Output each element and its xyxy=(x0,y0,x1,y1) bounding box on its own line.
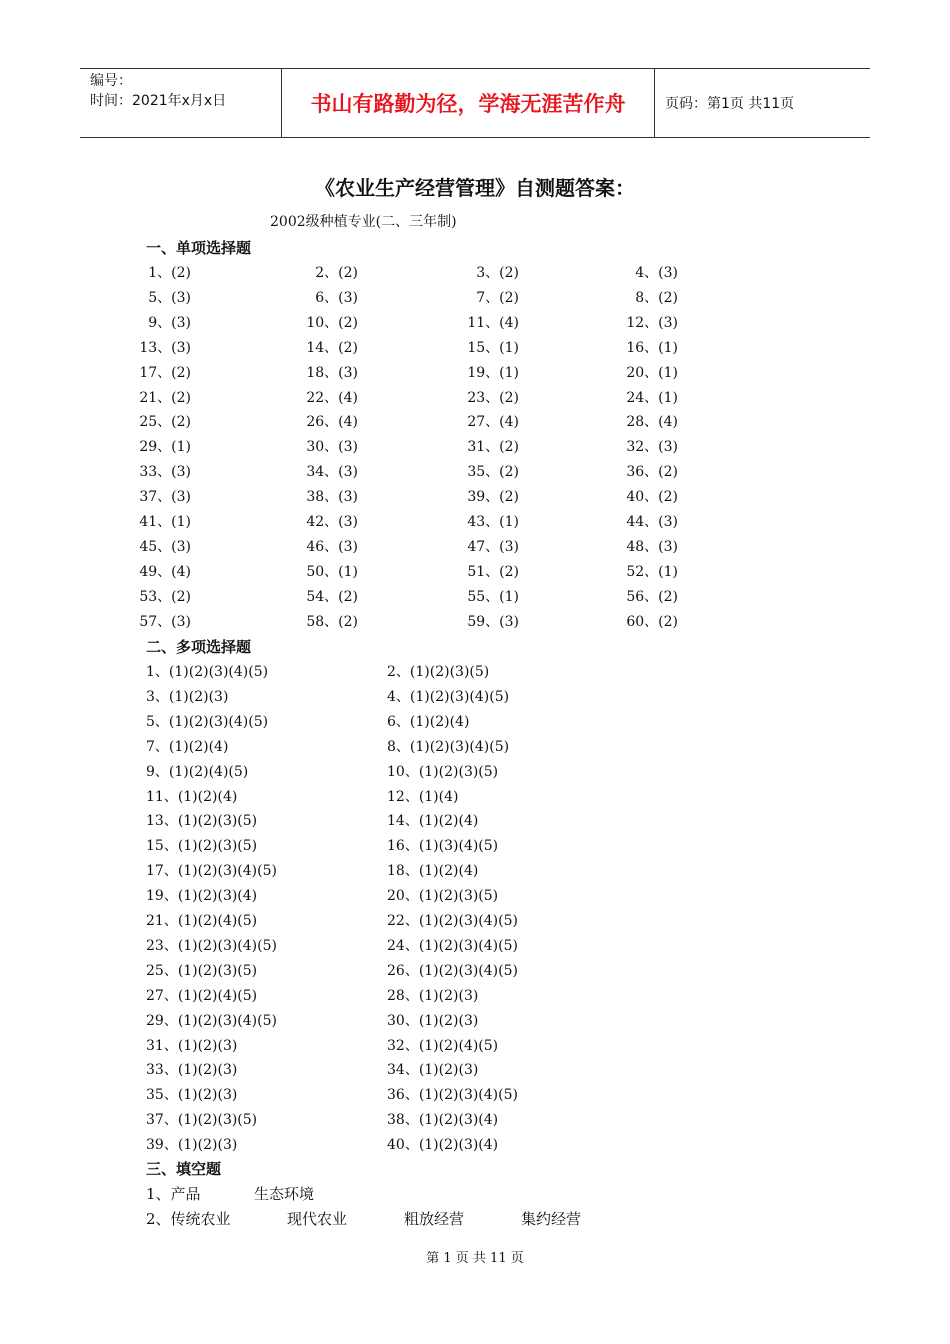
answer-item: 40、(1)(2)(3)(4) xyxy=(387,1137,499,1154)
answer-item: 15、(1)(2)(3)(5) xyxy=(146,838,258,855)
answer-item: 8、(2) xyxy=(635,289,678,306)
answer-item: 20、(1) xyxy=(626,364,678,381)
answer-item: 3、(1)(2)(3) xyxy=(146,688,229,705)
answer-item: 24、(1) xyxy=(626,389,678,406)
answer-item: 22、(4) xyxy=(306,389,358,406)
answer-item: 32、(3) xyxy=(626,439,678,456)
answer-item: 20、(1)(2)(3)(5) xyxy=(387,888,499,905)
answer-item: 28、(1)(2)(3) xyxy=(387,987,479,1004)
page-subtitle: 2002级种植专业(二、三年制) xyxy=(270,214,457,230)
fill-blank-answer: 1、产品 xyxy=(146,1185,201,1203)
answer-item: 16、(1)(3)(4)(5) xyxy=(387,838,499,855)
answer-item: 13、(1)(2)(3)(5) xyxy=(146,813,258,830)
answer-item: 27、(4) xyxy=(467,414,519,431)
answer-item: 59、(3) xyxy=(467,613,519,630)
answer-item: 45、(3) xyxy=(139,538,191,555)
answer-item: 22、(1)(2)(3)(4)(5) xyxy=(387,913,518,929)
answer-item: 57、(3) xyxy=(139,613,191,630)
answer-item: 30、(1)(2)(3) xyxy=(387,1012,479,1029)
answer-item: 52、(1) xyxy=(626,563,678,580)
page-title: 《农业生产经营管理》自测题答案： xyxy=(315,176,635,200)
answer-item: 38、(3) xyxy=(306,489,358,506)
answer-item: 7、(2) xyxy=(476,289,519,306)
answer-item: 40、(2) xyxy=(626,489,678,506)
motto: 书山有路勤为径，学海无涯苦作舟 xyxy=(310,92,626,116)
answer-item: 19、(1) xyxy=(467,364,519,381)
section-heading-multiple-choice: 二、多项选择题 xyxy=(146,638,252,656)
answer-item: 31、(1)(2)(3) xyxy=(146,1037,238,1054)
answer-item: 35、(2) xyxy=(467,464,519,481)
answer-item: 44、(3) xyxy=(626,514,678,530)
answer-item: 33、(3) xyxy=(139,464,191,481)
answer-item: 46、(3) xyxy=(306,538,358,555)
answer-item: 4、(1)(2)(3)(4)(5) xyxy=(387,688,510,705)
header-meta xyxy=(90,71,226,111)
page-footer: 第 1 页 共 11 页 xyxy=(426,1251,524,1266)
answer-item: 36、(2) xyxy=(626,464,678,481)
answer-item: 8、(1)(2)(3)(4)(5) xyxy=(387,738,510,755)
answer-item: 35、(1)(2)(3) xyxy=(146,1087,238,1104)
answer-item: 37、(3) xyxy=(139,489,191,506)
answer-item: 23、(2) xyxy=(467,389,519,406)
answer-item: 33、(1)(2)(3) xyxy=(146,1062,238,1079)
answer-item: 55、(1) xyxy=(467,588,519,605)
answer-item: 29、(1) xyxy=(139,439,191,456)
fill-blank-answer: 粗放经营 xyxy=(404,1210,465,1228)
answer-item: 34、(1)(2)(3) xyxy=(387,1062,479,1079)
answer-item: 51、(2) xyxy=(467,563,519,580)
answer-item: 21、(2) xyxy=(139,389,191,406)
page-info: 页码：第1页 共11页 xyxy=(665,96,795,112)
answer-item: 10、(1)(2)(3)(5) xyxy=(387,763,499,780)
fill-blank-answer: 现代农业 xyxy=(287,1210,348,1228)
answer-item: 49、(4) xyxy=(139,563,191,580)
answer-item: 24、(1)(2)(3)(4)(5) xyxy=(387,937,518,954)
answer-item: 5、(1)(2)(3)(4)(5) xyxy=(146,713,269,730)
answer-item: 18、(3) xyxy=(306,364,358,381)
answer-item: 12、(1)(4) xyxy=(387,788,459,805)
answer-item: 36、(1)(2)(3)(4)(5) xyxy=(387,1087,518,1104)
answer-item: 31、(2) xyxy=(467,439,519,456)
answer-item: 9、(3) xyxy=(148,314,191,331)
answer-item: 27、(1)(2)(4)(5) xyxy=(146,987,258,1004)
answer-item: 10、(2) xyxy=(306,314,358,331)
answer-item: 1、(1)(2)(3)(4)(5) xyxy=(146,664,269,680)
fill-blank-answer: 集约经营 xyxy=(521,1210,582,1228)
fill-blank-answer: 2、传统农业 xyxy=(146,1210,231,1228)
answer-item: 56、(2) xyxy=(626,588,678,605)
answer-item: 25、(2) xyxy=(139,414,191,431)
answer-item: 13、(3) xyxy=(139,339,191,356)
answer-item: 12、(3) xyxy=(626,314,678,331)
answer-item: 5、(3) xyxy=(148,289,191,306)
answer-item: 15、(1) xyxy=(467,339,519,356)
answer-item: 16、(1) xyxy=(626,339,678,356)
answer-item: 6、(1)(2)(4) xyxy=(387,713,470,730)
section-heading-fill-blank: 三、填空题 xyxy=(146,1160,222,1178)
answer-item: 42、(3) xyxy=(306,514,358,530)
answer-item: 11、(4) xyxy=(467,314,519,331)
answer-item: 19、(1)(2)(3)(4) xyxy=(146,888,258,905)
answer-item: 18、(1)(2)(4) xyxy=(387,863,479,880)
answer-item: 11、(1)(2)(4) xyxy=(146,788,238,805)
answer-item: 17、(1)(2)(3)(4)(5) xyxy=(146,863,277,880)
answer-item: 25、(1)(2)(3)(5) xyxy=(146,962,258,979)
answer-item: 28、(4) xyxy=(626,414,678,431)
answer-item: 50、(1) xyxy=(306,563,358,580)
answer-item: 17、(2) xyxy=(139,364,191,381)
answer-item: 53、(2) xyxy=(139,588,191,605)
answer-item: 43、(1) xyxy=(467,514,519,530)
answer-item: 34、(3) xyxy=(306,464,358,481)
answer-item: 47、(3) xyxy=(467,538,519,555)
header-divider xyxy=(654,69,655,137)
answer-item: 9、(1)(2)(4)(5) xyxy=(146,763,249,780)
answer-item: 7、(1)(2)(4) xyxy=(146,738,229,755)
answer-item: 60、(2) xyxy=(626,613,678,630)
answer-item: 39、(2) xyxy=(467,489,519,506)
answer-item: 26、(4) xyxy=(306,414,358,431)
answer-item: 32、(1)(2)(4)(5) xyxy=(387,1037,499,1054)
answer-item: 30、(3) xyxy=(306,439,358,456)
answer-item: 26、(1)(2)(3)(4)(5) xyxy=(387,962,518,979)
page-header xyxy=(80,68,870,138)
answer-item: 23、(1)(2)(3)(4)(5) xyxy=(146,937,277,954)
answer-item: 29、(1)(2)(3)(4)(5) xyxy=(146,1012,277,1029)
answer-item: 6、(3) xyxy=(315,289,358,306)
answer-item: 4、(3) xyxy=(635,265,678,281)
answer-item: 21、(1)(2)(4)(5) xyxy=(146,913,258,929)
answer-item: 58、(2) xyxy=(306,613,358,630)
section-heading-single-choice: 一、单项选择题 xyxy=(146,239,252,257)
fill-blank-answer: 生态环境 xyxy=(254,1185,315,1203)
answer-item: 39、(1)(2)(3) xyxy=(146,1137,238,1154)
answer-item: 1、(2) xyxy=(148,265,191,281)
number-label: 编号： xyxy=(90,73,132,89)
answer-item: 2、(1)(2)(3)(5) xyxy=(387,664,490,680)
answer-item: 41、(1) xyxy=(139,514,191,530)
answer-item: 54、(2) xyxy=(306,588,358,605)
answer-item: 37、(1)(2)(3)(5) xyxy=(146,1112,258,1129)
time-label: 时间：2021年x月x日 xyxy=(90,93,227,109)
answer-item: 2、(2) xyxy=(315,265,358,281)
answer-item: 14、(1)(2)(4) xyxy=(387,813,479,830)
answer-item: 14、(2) xyxy=(306,339,358,356)
answer-item: 3、(2) xyxy=(476,265,519,281)
answer-item: 48、(3) xyxy=(626,538,678,555)
answer-item: 38、(1)(2)(3)(4) xyxy=(387,1112,499,1129)
